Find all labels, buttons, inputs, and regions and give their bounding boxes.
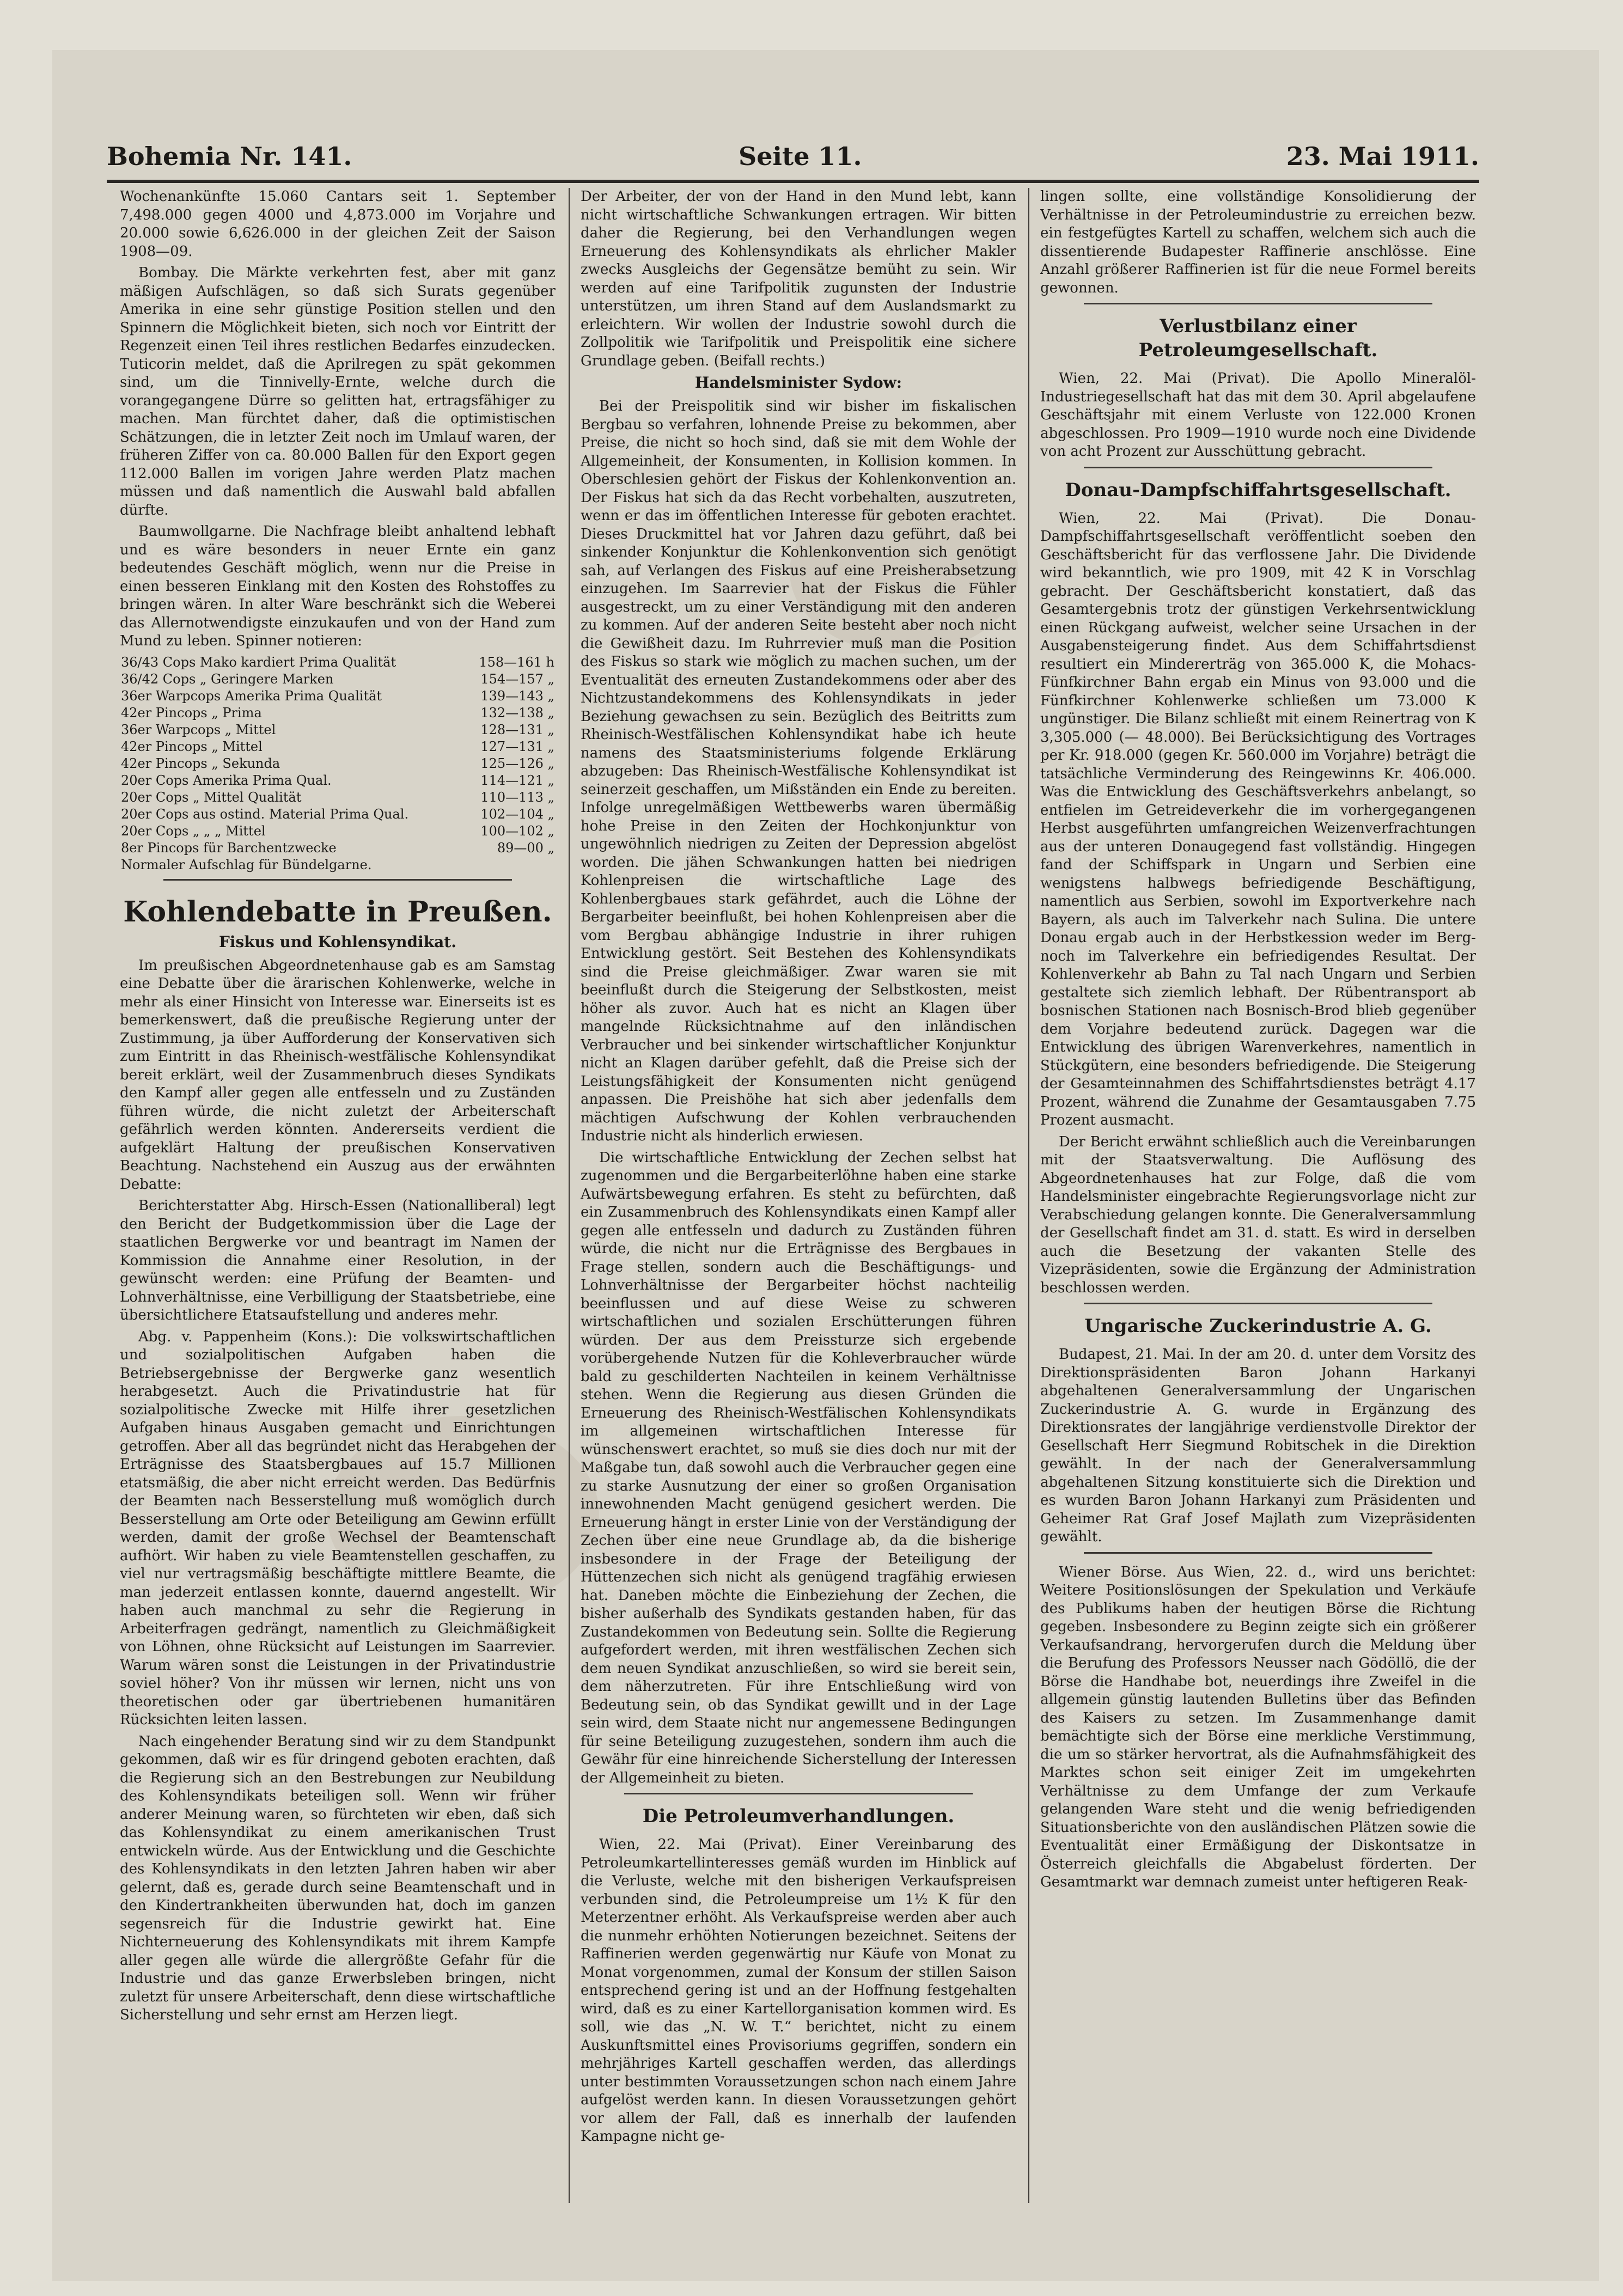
- quote-price: 100—102 „: [480, 823, 554, 839]
- quote-price: 158—161 h: [479, 654, 554, 670]
- quote-row: [120, 671, 556, 688]
- section-separator: [1084, 303, 1432, 304]
- header-rule: [107, 180, 1479, 183]
- quote-price: 102—104 „: [480, 806, 554, 822]
- article-subtitle: Fiskus und Kohlensyndikat.: [219, 932, 456, 951]
- article-paragraph: Wien, 22. Mai (Privat). Die Donau-Dampfschiffahrtsgesellschaft veröffentlicht soeben den Geschäftsbericht für das verflossene Jahr. Die Dividende wird bekanntlich, wie pro 1909, mit 42 K in Vorschlag gebracht. Der Geschäftsbericht konstatiert, daß das Gesamtergebnis trotz der günstigen Verkehrsentwicklung einen Rückgang aufweist, welcher seine Ursachen in der Ausgabensteigerung findet. Aus dem Schiffahrtsdienst resultiert ein Mindererträg von 365.000 K, die Mohacs-Fünfkirchner Bahn ergab ein Minus von 93.000 und die Fünfkirchner Kohlenwerke schließen um 73.000 K ungünstiger. Die Bilanz schließt mit einem Reinertrag von K 3,305.000 (— 48.000). Bei Berücksichtigung des Vortrages per Kr. 918.000 (gegen Kr. 560.000 im Vorjahre) beträgt die tatsächliche Verminderung des Reingewinns Kr. 406.000. Was die Entwicklung des Geschäftsverkehrs anbelangt, so entfielen im Getreideverkehr die im vorhergegangenen Herbst ausgeführten umfangreichen Weizenverfrachtungen aus der unteren Donaugegend fast vollständig. Hingegen fand der Schiffspark in Ungarn und Serbien eine wenigstens halbwegs befriedigende Beschäftigung, namentlich aus Serbien, sowohl im Exportverkehre nach Bayern, als auch im Talverkehr nach Sulina. Die untere Donau ergab auch in der Herbstkession weder im Berg- noch im Talverkehre ein befriedigendes Resultat. Der Kohlenverkehr ab Bahn zu Tal nach Ungarn und Serbien gestaltete sich ziemlich lebhaft. Der Rübentransport ab bosnischen Stationen nach Bosnisch-Brod blieb gegenüber dem Vorjahre bedeutend zurück. Dagegen war die Entwicklung des übrigen Warenverkehres, namentlich in Stückgütern, eine besonders befriedigende. Die Steigerung der Gesamteinnahmen des Schiffahrtsdienstes beträgt 4.17 Prozent, während die Zunahme der Gesamtausgaben 7.75 Prozent ausmacht.: [1040, 510, 1476, 1128]
- article-paragraph: Abg. v. Pappenheim (Kons.): Die volkswirtschaftlichen und sozialpolitischen Aufgaben haben die Betriebsergebnisse der Bergwerke ganz wesentlich herabgesetzt. Auch die Privatindustrie hat für sozialpolitische Zwecke mit Hilfe ihrer gesetzlichen Aufgaben hinaus Ausgaben gemacht und Einrichtungen getroffen. Aber all das begründet nicht das Herabgehen der Erträgnisse des Staatsbergbaues auf 15.7 Millionen etatsmäßig, die aber nicht erreicht werden. Das Bedürfnis der Beamten nach Besserstellung muß womöglich durch Besserstellung am Orte oder Beteiligung am Gewinn erfüllt werden, damit der große Wechsel der Beamtenschaft aufhört. Wir haben zu viele Beamtenstellen geschaffen, zu viel nur vertragsmäßig beschäftigte mittlere Beamte, die man jederzeit entlassen konnte, dauernd angestellt. Wir haben auch manchmal zu sehr die Regierung in Arbeiterfragen gedrängt, namentlich zu Gleichmäßigkeit von Löhnen, ohne Rücksicht auf Leistungen im Saarrevier. Warum wären sonst die Leistungen in der Privatindustrie soviel höher? Von ihr müssen wir lernen, nicht uns von theoretischen oder gar übertriebenen humanitären Rücksichten leiten lassen.: [120, 1328, 556, 1728]
- quote-row: [120, 789, 556, 806]
- quote-price: 128—131 „: [480, 722, 554, 737]
- column-2: [581, 188, 1016, 2203]
- quote-row: [120, 722, 556, 738]
- article-paragraph: Der Arbeiter, der von der Hand in den Mund lebt, kann nicht wirtschaftliche Schwankungen ertragen. Wir bitten daher die Regierung, bei den Verhandlungen wegen Erneuerung des Kohlensyndikats als ehrlicher Makler zwecks Ausgleichs der Gegensätze bemüht zu sein. Wir werden auf eine Tarifpolitik zugunsten der Industrie unterstützen, um ihren Stand auf dem Auslandsmarkt zu erleichtern. Wir wollen der Industrie sowohl durch die Zollpolitik wie Tarifpolitik und Preispolitik eine sichere Grundlage geben. (Beifall rechts.): [581, 188, 1016, 369]
- quote-yarn: 36/43 Cops Mako kardiert Prima Qualität: [121, 654, 396, 670]
- quote-row: [120, 705, 556, 722]
- section-separator: [163, 879, 512, 881]
- quote-yarn: 42er Pincops „ Mittel: [121, 738, 263, 754]
- article-paragraph: Bombay. Die Märkte verkehrten fest, aber mit ganz mäßigen Aufschlägen, so daß sich Surats gegenüber Amerika in eine sehr günstige Position stellen und den Spinnern die Möglichkeit bieten, sich noch vor Eintritt der Regenzeit einen Teil ihres restlichen Bedarfes einzudecken. Tuticorin meldet, daß die Aprilregen zu spät gekommen sind, um die Tinnivelly-Ernte, welche durch die vorangegangene Dürre so gelitten hat, ertragsfähiger zu machen. Man fürchtet daher, daß die optimistischen Schätzungen, die in letzter Zeit noch im Umlauf waren, der früheren Ziffer von ca. 80.000 Ballen für den Export gegen 112.000 Ballen im vorigen Jahre werden Platz machen müssen und daß namentlich die Auswahl bald abfallen dürfte.: [120, 265, 556, 518]
- header-paper-issue: Bohemia Nr. 141.: [107, 142, 352, 171]
- column-1: [120, 188, 556, 2203]
- quote-yarn: 36/42 Cops „ Geringere Marken: [121, 671, 334, 687]
- column-3: [1040, 188, 1476, 2203]
- article-paragraph: Berichterstatter Abg. Hirsch-Essen (Nationalliberal) legt den Bericht der Budgetkommission über die Lage der staatlichen Bergwerke vor und beantragt im Namen der Kommission die Annahme einer Resolution, in der gewünscht werden: eine Prüfung der Beamten- und Lohnverhältnisse, eine Verbilligung der Staatsbetriebe, eine übersichtlichere Etatsaufstellung und anderes mehr.: [120, 1198, 556, 1323]
- quote-row: [120, 755, 556, 772]
- article-paragraph: Wien, 22. Mai (Privat). Die Apollo Mineralöl-Industriegesellschaft hat das mit dem 30. April abgelaufene Geschäftsjahr mit einem Verluste von 122.000 Kronen abgeschlossen. Pro 1909—1910 wurde noch eine Dividende von acht Prozent zur Ausschüttung gebracht.: [1040, 370, 1476, 460]
- quote-yarn: 20er Cops aus ostind. Material Prima Qual.: [121, 806, 409, 822]
- quote-row: [120, 738, 556, 755]
- section-separator: [1084, 1552, 1432, 1554]
- quote-price: 127—131 „: [480, 738, 554, 754]
- quote-row: [120, 840, 556, 857]
- quote-price: 110—113 „: [480, 789, 554, 805]
- quote-row: [120, 654, 556, 671]
- yarn-quotes-table: [120, 654, 556, 874]
- quote-yarn: 20er Cops Amerika Prima Qual.: [121, 772, 332, 788]
- article-paragraph: Bei der Preispolitik sind wir bisher im fiskalischen Bergbau so verfahren, lohnende Preise zu bekommen, aber Preise, die nicht so hoch sind, daß sie mit dem Wohle der Allgemeinheit, der Konsumenten, in Kollision kommen. In Oberschlesien gehört der Fiskus der Kohlenkonvention an. Der Fiskus hat sich da das Recht vorbehalten, auszutreten, wenn er das im öffentlichen Interesse für geboten erachtet. Dieses Druckmittel hat vor Jahren dazu geführt, daß bei sinkender Konjunktur die Kohlenkonvention sich genötigt sah, auf Verlangen des Fiskus auf eine Preisherabsetzung einzugehen. Im Saarrevier hat der Fiskus die Fühler ausgestreckt, um zu einer Verständigung mit den anderen zu kommen. Auf der anderen Seite besteht aber noch nicht die Gewißheit dazu. Im Ruhrrevier muß man die Position des Fiskus so stark wie möglich zu machen suchen, um der Eventualität des erneuten Zustandekommens oder aber des Nichtzustandekommens des Kohlensyndikats in jeder Beziehung gewachsen zu sein. Bezüglich des Beitritts zum Rheinisch-Westfälischen Kohlensyndikat habe ich heute namens des Staatsministeriums folgende Erklärung abzugeben: Das Rheinisch-Westfälische Kohlensyndikat ist seinerzeit geschaffen, um Mißständen ein Ende zu bereiten. Infolge unregelmäßigen Wettbewerbs waren übermäßig hohe Preise in den Zeiten der Hochkonjunktur von ungewöhnlich niedrigen zu Zeiten der Depression abgelöst worden. Die jähen Schwankungen hatten bei niedrigen Kohlenpreisen die wirtschaftliche Lage des Kohlenbergbaues stark gefährdet, auch die Löhne der Bergarbeiter beeinflußt, bei hohen Kohlenpreisen aber die vom Bergbau abhängige Industrie in ihrer ruhigen Entwicklung gestört. Seit Bestehen des Kohlensyndikats sind die Preise gleichmäßiger. Zwar waren sie mit beeinflußt durch die Steigerung der Selbstkosten, meist höher als zuvor. Auch hat es nicht an Klagen über mangelnde Rücksichtnahme auf den inländischen Verbraucher und bei sinkender wirtschaftlicher Konjunktur nicht an Klagen darüber gefehlt, daß die Preise sich der Leistungsfähigkeit der Konsumenten nicht genügend anpassen. Die Preishöhe hat sich aber jedenfalls dem mächtigen Aufschwung der Kohlen verbrauchenden Industrie nicht als hinderlich erwiesen.: [581, 398, 1016, 1144]
- article-paragraph: Die wirtschaftliche Entwicklung der Zechen selbst hat zugenommen und die Bergarbeiterlöhne haben eine starke Aufwärtsbewegung erfahren. Es steht zu befürchten, daß ein Zusammenbruch des Kohlensyndikats einen Kampf aller gegen alle entfesseln und dadurch zu Zuständen führen würde, die nicht nur die Erträgnisse des Bergbaues in Frage stellen, sondern auch die Beschäftigungs- und Lohnverhältnisse der Bergarbeiter höchst nachteilig beeinflussen und auf diese Weise zu schweren wirtschaftlichen und sozialen Erschütterungen führen würden. Der aus dem Preissturze sich ergebende vorübergehende Nutzen für die Kohleverbraucher würde bald zu geschilderten Nachteilen in keinem Verhältnisse stehen. Wenn die Regierung aus diesen Gründen die Erneuerung des Rheinisch-Westfälischen Kohlensyndikats im allgemeinen wirtschaftlichen Interesse für wünschenswert erachtet, so muß sie dies doch nur mit der Maßgabe tun, daß sowohl auch die Verbraucher gegen eine zu starke Ausnutzung der einer so großen Organisation innewohnenden Macht genügend gesichert werden. Die Erneuerung hängt in erster Linie von der Verständigung der Zechen über eine neue Grundlage ab, da die bisherige insbesondere in der Frage der Beteiligung der Hüttenzechen sich nicht als genügend tragfähig erwiesen hat. Daneben möchte die Einbeziehung der Zechen, die bisher außerhalb des Syndikats gestanden haben, für das Zustandekommen von Bedeutung sein. Sollte die Regierung aufgefordert werden, mit ihren westfälischen Zechen sich dem neuen Syndikat anzuschließen, so wird sie bereit sein, dem näherzutreten. Für ihre Entschließung wird von Bedeutung sein, ob das Syndikat gewillt und in der Lage sein wird, dem Staate nicht nur angemessene Bedingungen für seine Beteiligung zuzugestehen, sondern ihm auch die Gewähr für eine hinreichende Sicherstellung der Interessen der Allgemeinheit zu bieten.: [581, 1149, 1016, 1786]
- quote-yarn: 36er Warpcops „ Mittel: [121, 722, 276, 737]
- page-header: [107, 142, 1479, 185]
- quote-row: [120, 857, 556, 874]
- article-title: Verlustbilanz einer Petroleumgesellschaft.: [1138, 315, 1378, 361]
- article-paragraph: Wochenankünfte 15.060 Cantars seit 1. September 7,498.000 gegen 4000 und 4,873.000 im Vorjahre und 20.000 sowie 6,626.000 in der gleichen Zeit der Saison 1908—09.: [120, 188, 556, 260]
- article-title: Donau-Dampfschiffahrtsgesellschaft.: [1065, 479, 1451, 501]
- quote-price: 89—00 „: [497, 840, 554, 856]
- article-paragraph: Der Bericht erwähnt schließlich auch die Vereinbarungen mit der Staatsverwaltung. Die Auflösung des Abgeordnetenhauses hat zur Folge, daß die vom Handelsminister eingebrachte Regierungsvorlage nicht zur Verabschiedung gelangen konnte. Die Generalversammlung der Gesellschaft findet am 31. d. statt. Es wird in derselben auch die Besetzung der vakanten Stelle des Vizepräsidenten, sowie die Ergänzung der Administration beschlossen werden.: [1040, 1133, 1476, 1296]
- section-separator: [624, 1793, 973, 1794]
- section-separator: [1084, 1303, 1432, 1304]
- article-title: Die Petroleumverhandlungen.: [642, 1805, 955, 1827]
- quote-yarn: 20er Cops „ Mittel Qualität: [121, 789, 302, 805]
- article-paragraph: Baumwollgarne. Die Nachfrage bleibt anhaltend lebhaft und es wäre besonders in neuer Ernte ein ganz bedeutendes Geschäft möglich, wenn nur die Preise in einen besseren Einklang mit den Kosten des Rohstoffes zu bringen wären. In alter Ware beschränkt sich die Weberei das Allernotwendigste einzukaufen und von der Hand zum Mund zu leben. Spinner notieren:: [120, 523, 556, 649]
- quote-yarn: 42er Pincops „ Sekunda: [121, 755, 280, 771]
- column-divider: [569, 188, 570, 2203]
- article-title: Kohlendebatte in Preußen.: [123, 895, 552, 929]
- quote-row: [120, 772, 556, 789]
- article-paragraph: lingen sollte, eine vollständige Konsolidierung der Verhältnisse in der Petroleumindustrie zu erreichen bezw. ein festgefügtes Kartell zu schaffen, welchem sich auch die dissentierende Budapester Raffinerie anschlösse. Eine Anzahl größerer Raffinerien ist für die neue Formel bereits gewonnen.: [1040, 188, 1476, 296]
- header-date: 23. Mai 1911.: [1286, 142, 1479, 171]
- article-title: Ungarische Zuckerindustrie A. G.: [1084, 1315, 1432, 1337]
- quote-price: 139—143 „: [480, 688, 554, 704]
- article-paragraph: Wiener Börse. Aus Wien, 22. d., wird uns berichtet: Weitere Positionslösungen der Spekulation und Verkäufe des Publikums haben der heutigen Börse die Richtung gegeben. Insbesondere zu Beginn zeigte sich ein größerer Verkaufsandrang, hervorgerufen durch die Meldung über die Berufung des Professors Neusser nach Gödöllö, die der Börse die Handhabe bot, neuerdings ihre Zweifel in die allgemein günstig lautenden Bulletins über das Befinden des Kaisers zu setzen. Im Zusammenhange damit bemächtigte sich der Börse eine merkliche Verstimmung, die um so stärker hervortrat, als die Aufnahmsfähigkeit des Marktes schon seit einiger Zeit im umgekehrten Verhältnisse zu dem Umfange der zum Verkaufe gelangenden Ware steht und die wenig befriedigenden Situationsberichte von den ausländischen Plätzen sowie die Eventualität einer Ermäßigung der Diskontsatze in Österreich gleichfalls die Abgabelust förderten. Der Gesamtmarkt war demnach zumeist unter heftigeren Reak-: [1040, 1564, 1476, 1890]
- quote-yarn: 8er Pincops für Barchentzwecke: [121, 840, 337, 856]
- section-separator: [1084, 467, 1432, 468]
- article-paragraph: Nach eingehender Beratung sind wir zu dem Standpunkt gekommen, daß wir es für dringend geboten erachten, daß die Regierung sich an den Bestrebungen zur Neubildung des Kohlensyndikats beteiligen soll. Wenn wir früher anderer Meinung waren, so fürchteten wir eben, daß sich das Kohlensyndikat zu einem amerikanischen Trust entwickeln würde. Aus der Entwicklung und die Geschichte des Kohlensyndikats in den letzten Jahren haben wir aber gelernt, daß es, gerade durch seine Beamtenschaft und in den Kindertrankheiten überwunden hat, doch im ganzen segensreich für die Industrie gewirkt hat. Eine Nichterneuerung des Kohlensyndikats mit ihrem Kampfe aller gegen alle würde die allergrößte Gefahr für die Industrie und das ganze Erwerbsleben bringen, nicht zuletzt für unsere Arbeiterschaft, denn diese wirtschaftliche Sicherstellung und sehr ernst am Herzen liegt.: [120, 1733, 556, 2023]
- speaker-heading: Handelsminister Sydow:: [694, 374, 902, 392]
- article-paragraph: Budapest, 21. Mai. In der am 20. d. unter dem Vorsitz des Direktionspräsidenten Baron Johann Harkanyi abgehaltenen Generalversammlung der Ungarischen Zuckerindustrie A. G. wurde in Ergänzung des Direktionsrates der langjährige verdienstvolle Direktor der Gesellschaft Herr Siegmund Robitschek in die Direktion gewählt. In der nach der Generalversammlung abgehaltenen Sitzung konstituierte sich die Direktion und es wurden Baron Johann Harkanyi zum Präsidenten und Geheimer Rat Graf Josef Majlath zum Vizepräsidenten gewählt.: [1040, 1346, 1476, 1545]
- quote-yarn: Normaler Aufschlag für Bündelgarne.: [121, 857, 372, 872]
- quote-row: [120, 823, 556, 840]
- quote-price: 114—121 „: [480, 772, 554, 788]
- quote-yarn: 36er Warpcops Amerika Prima Qualität: [121, 688, 382, 704]
- quote-yarn: 20er Cops „ „ „ Mittel: [121, 823, 266, 839]
- quote-row: [120, 806, 556, 823]
- quote-price: 132—138 „: [480, 705, 554, 720]
- quote-price: [463, 857, 556, 874]
- article-paragraph: Im preußischen Abgeordnetenhause gab es am Samstag eine Debatte über die ärarischen Kohlenwerke, welche in mehr als einer Hinsicht von Interesse war. Einerseits ist es bemerkenswert, daß die preußische Regierung unter der Zustimmung, ja über Aufforderung der Konservativen sich zum Eintritt in das Rheinisch-westfälische Kohlensyndikat bereit erklärt, weil der Zusammenbruch dieses Syndikats den Kampf aller gegen alle entfesseln und zu Zuständen führen würde, die nicht zuletzt der Arbeiterschaft gefährlich werden könnten. Andererseits verdient die aufgeklärt Haltung der preußischen Konservativen Beachtung. Nachstehend ein Auszug aus der erwähnten Debatte:: [120, 957, 556, 1193]
- quote-price: 154—157 „: [480, 671, 554, 687]
- column-divider: [1028, 188, 1029, 2203]
- quote-price: 125—126 „: [480, 755, 554, 771]
- header-page-number: Seite 11.: [739, 142, 862, 171]
- quote-row: [120, 688, 556, 705]
- article-paragraph: Wien, 22. Mai (Privat). Einer Vereinbarung des Petroleumkartellinteresses gemäß wurden im Hinblick auf die Verluste, welche mit den bisherigen Verkaufspreisen verbunden sind, die Petroleumpreise um 1½ K für den Meterzentner erhöht. Als Verkaufspreise werden aber auch die nunmehr erhöhten Notierungen bezeichnet. Seitens der Raffinerien werden gegenwärtig nur Käufe von Monat zu Monat vorgenommen, zumal der Konsum der stillen Saison entsprechend gering ist und an der Hoffnung festgehalten wird, daß es zu einer Kartellorganisation kommen wird. Es soll, wie das „N. W. T.“ berichtet, nicht zu einem Auskunftsmittel eines Provisoriums gegriffen, sondern ein mehrjähriges Kartell geschaffen werden, das allerdings unter bestimmten Voraussetzungen schon nach einem Jahre aufgelöst werden kann. In diesen Voraussetzungen gehört vor allem der Fall, daß es innerhalb der laufenden Kampagne nicht ge-: [581, 1836, 1016, 2145]
- quote-yarn: 42er Pincops „ Prima: [121, 705, 262, 720]
